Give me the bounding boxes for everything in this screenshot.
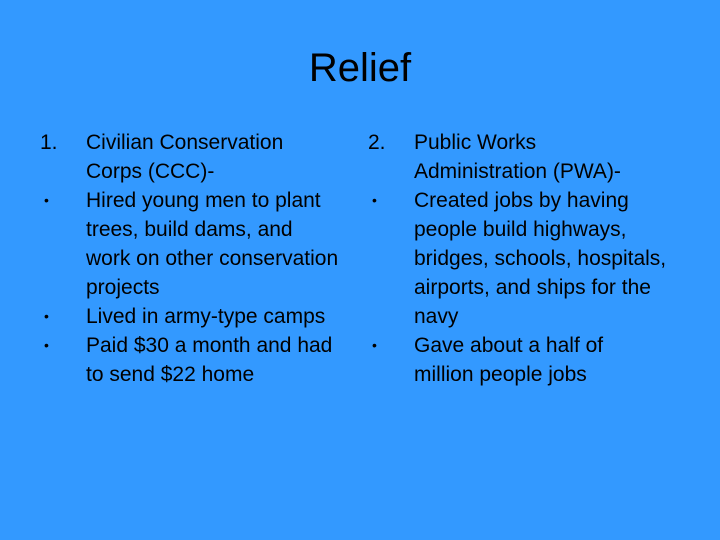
list-number: 2. — [368, 131, 386, 154]
bullet-item — [368, 331, 668, 389]
bullet-text: Paid $30 a month and had to send $22 home — [86, 334, 333, 386]
bullet-item — [40, 302, 340, 331]
list-number: 1. — [40, 131, 58, 154]
bullet-item — [40, 331, 340, 389]
bullet-icon: • — [44, 308, 49, 324]
bullet-text: Gave about a half of million people jobs — [414, 334, 604, 386]
bullet-icon: • — [372, 337, 377, 353]
slide-title: Relief — [308, 46, 412, 90]
bullet-item — [368, 186, 668, 331]
bullet-icon: • — [44, 337, 49, 353]
right-column — [368, 128, 668, 389]
bullet-text: Hired young men to plant trees, build dams, and work on other conservation projects — [86, 189, 339, 299]
bullet-text: Created jobs by having people build highways, bridges, schools, hospitals, airports, and ships for the navy — [414, 189, 667, 328]
bullet-item — [40, 186, 340, 302]
pwa-heading: Public Works Administration (PWA)- — [414, 131, 621, 183]
bullet-icon: • — [44, 192, 49, 208]
left-column — [40, 128, 340, 389]
bullet-icon: • — [372, 192, 377, 208]
bullet-text: Lived in army-type camps — [86, 305, 326, 328]
ccc-heading: Civilian Conservation Corps (CCC)- — [86, 131, 284, 183]
numbered-heading-row — [40, 128, 340, 186]
numbered-heading-row — [368, 128, 668, 186]
